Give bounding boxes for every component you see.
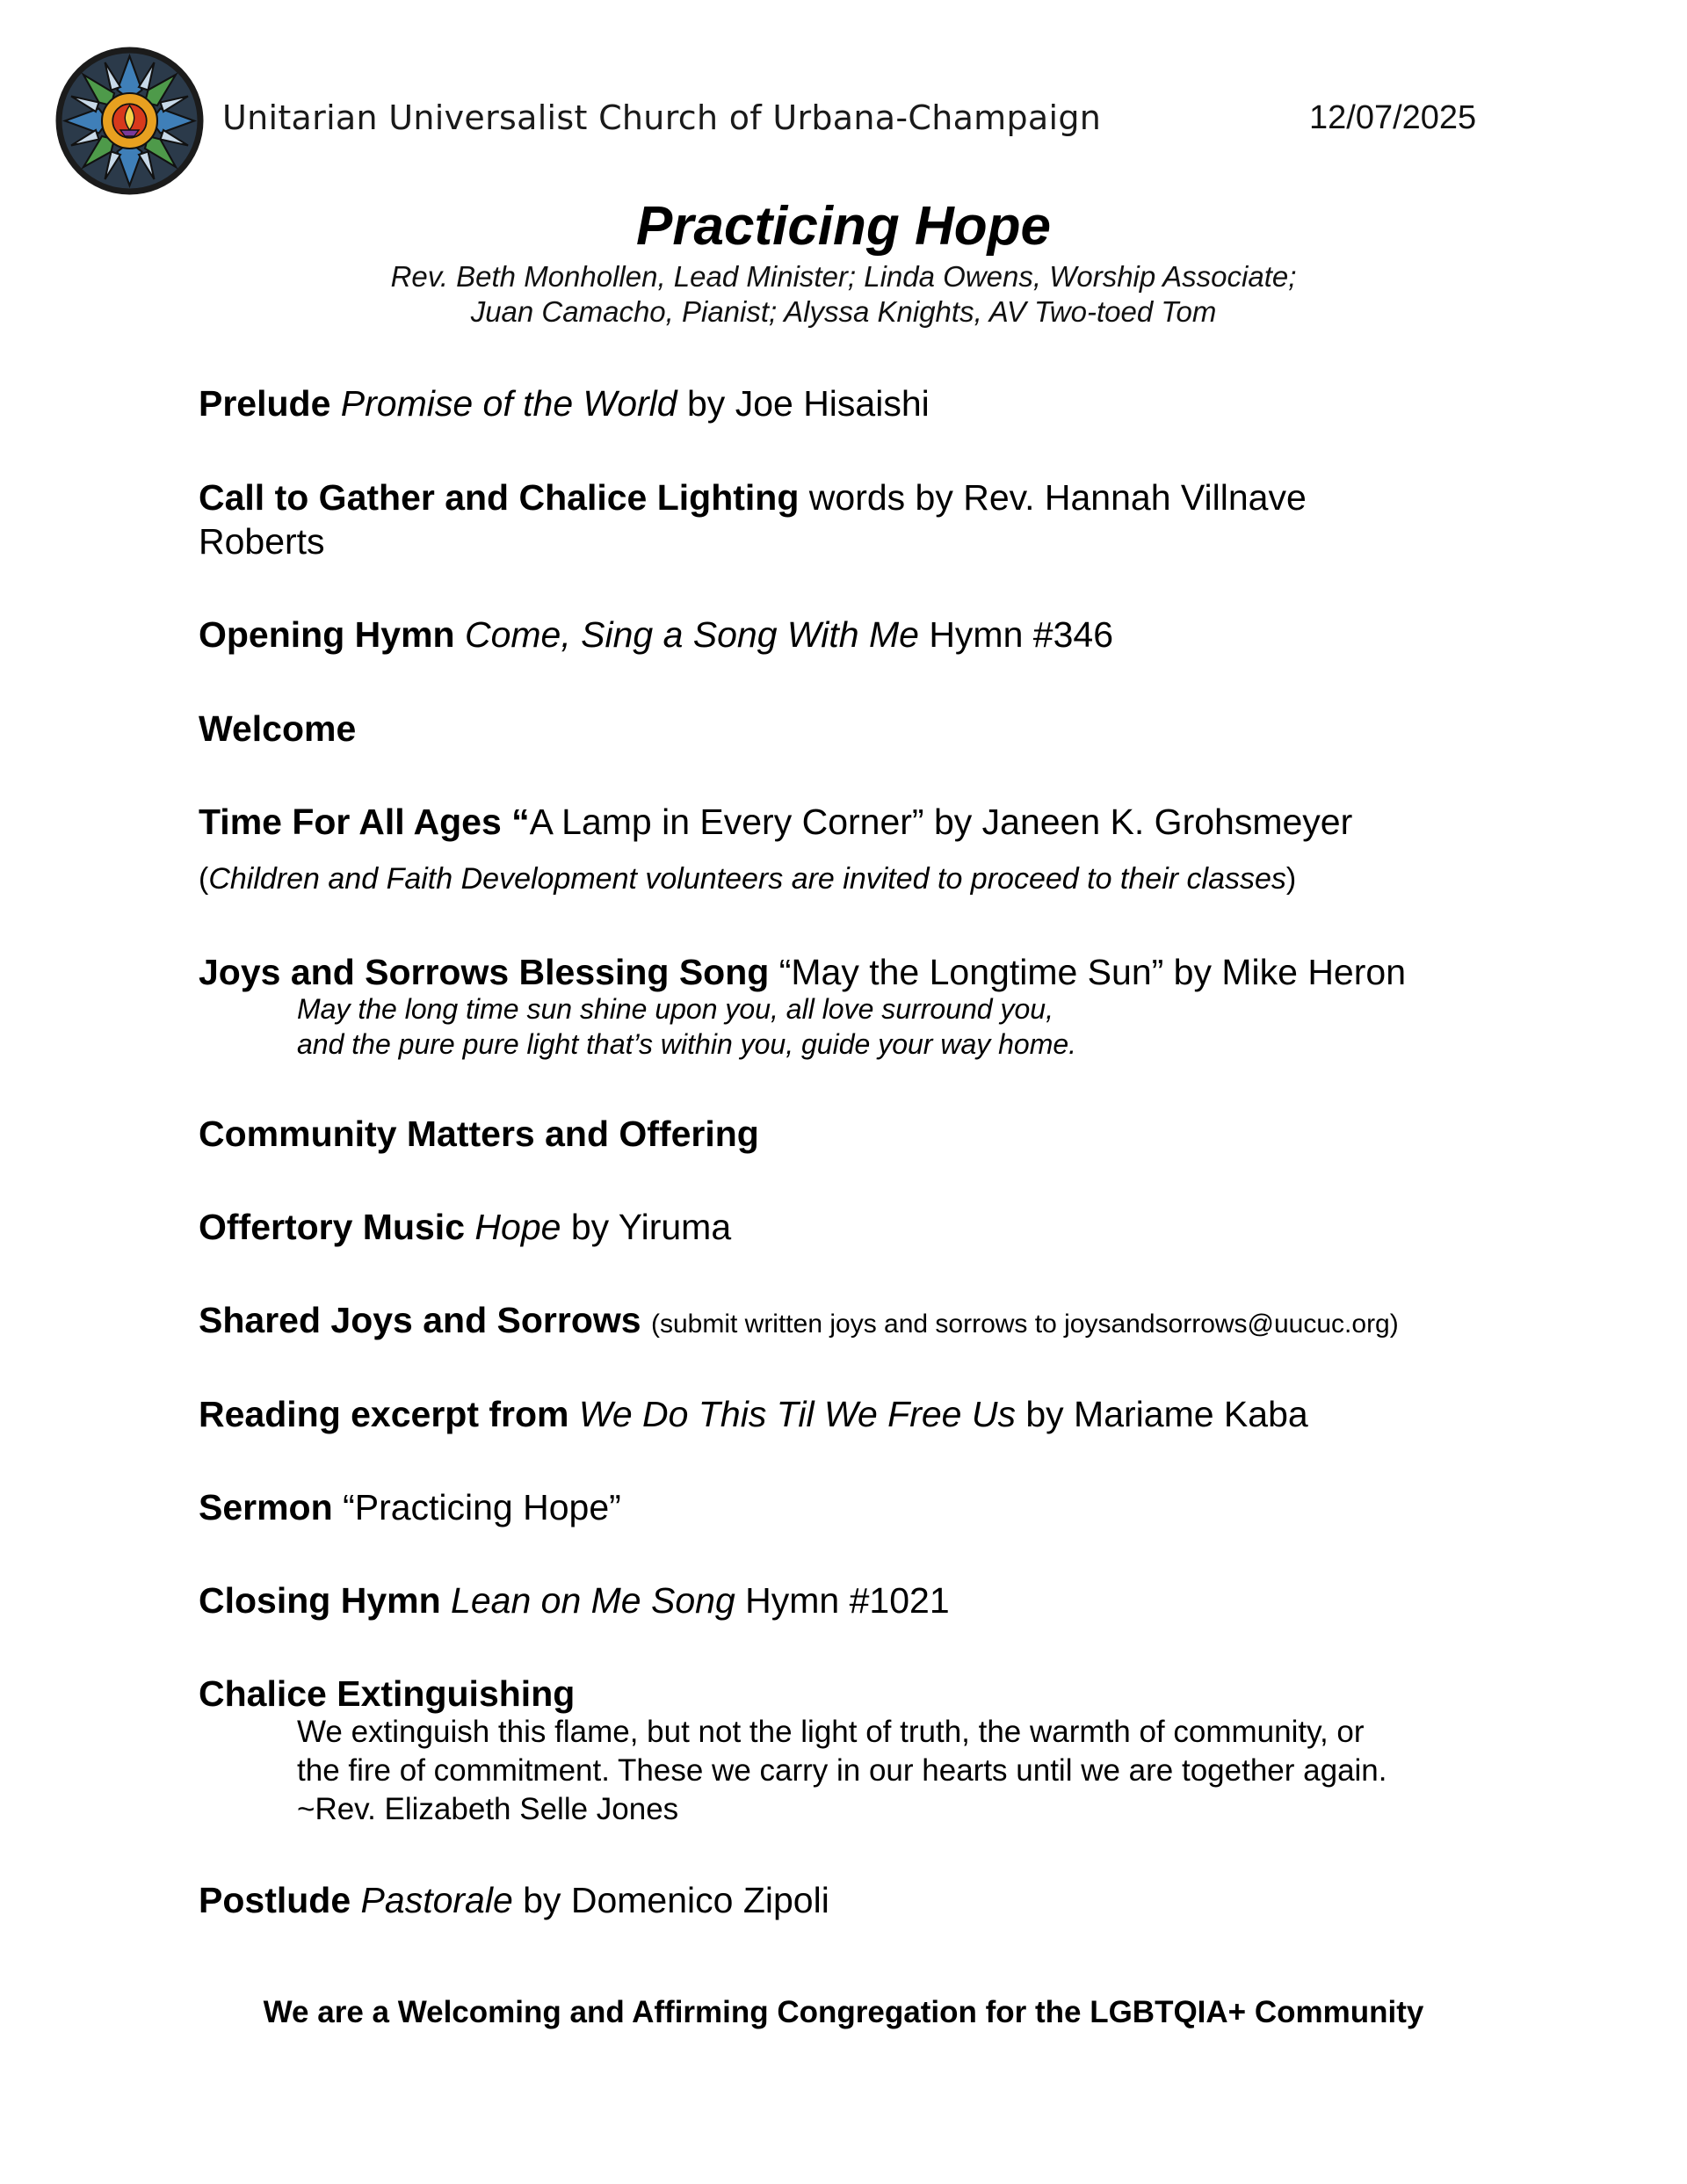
prelude-item — [199, 381, 1499, 425]
shared-joys-item — [199, 1298, 1499, 1346]
extinguishing-attribution: ~Rev. Elizabeth Selle Jones — [297, 1792, 679, 1826]
community-item — [199, 1112, 1499, 1156]
service-date: 12/07/2025 — [1309, 99, 1477, 136]
opening-hymn-title: Come, Sing a Song With Me — [464, 614, 919, 655]
call-to-gather-item — [199, 475, 1499, 563]
closing-hymn-label: Closing Hymn — [199, 1580, 441, 1621]
extinguishing-item — [199, 1672, 1499, 1716]
reading-label: Reading excerpt from — [199, 1394, 569, 1434]
postlude-item — [199, 1878, 1499, 1922]
call-label: Call to Gather and Chalice Lighting — [199, 477, 800, 518]
prelude-label: Prelude — [199, 383, 331, 424]
staff-line-1: Rev. Beth Monhollen, Lead Minister; Linda Owens, Worship Associate; — [390, 260, 1297, 293]
extinguishing-line-1: We extinguish this flame, but not the light of truth, the warmth of community, or — [297, 1715, 1365, 1749]
offertory-composer: by Yiruma — [570, 1207, 732, 1247]
reading-work: We Do This Til We Free Us — [578, 1394, 1016, 1434]
sermon-title: “Practicing Hope” — [343, 1487, 621, 1527]
shared-label: Shared Joys and Sorrows — [199, 1300, 641, 1340]
time-for-all-ages-item — [199, 800, 1499, 844]
opening-hymn-number: Hymn #346 — [929, 614, 1113, 655]
prelude-composer: by Joe Hisaishi — [687, 383, 930, 424]
joys-song-title: “May the Longtime Sun” by Mike Heron — [778, 952, 1406, 992]
staff-line-2: Juan Camacho, Pianist; Alyssa Knights, AV Two-toed Tom — [470, 295, 1217, 328]
opening-hymn-label: Opening Hymn — [199, 614, 455, 655]
opening-hymn-item — [199, 613, 1499, 657]
offertory-label: Offertory Music — [199, 1207, 465, 1247]
closing-hymn-item — [199, 1578, 1499, 1622]
church-name: Unitarian Universalist Church of Urbana-Champaign — [222, 98, 1102, 137]
offertory-work: Hope — [474, 1207, 561, 1247]
joys-sorrows-song-item — [199, 950, 1499, 994]
postlude-label: Postlude — [199, 1880, 351, 1920]
welcoming-statement: We are a Welcoming and Affirming Congregation for the LGBTQIA+ Community — [263, 1995, 1424, 2029]
joys-song-label: Joys and Sorrows Blessing Song — [199, 952, 770, 992]
reading-author: by Mariame Kaba — [1025, 1394, 1308, 1434]
extinguishing-label: Chalice Extinguishing — [199, 1673, 576, 1714]
sermon-label: Sermon — [199, 1487, 333, 1527]
postlude-composer: by Domenico Zipoli — [523, 1880, 829, 1920]
service-title: Practicing Hope — [636, 196, 1051, 257]
extinguishing-words — [297, 1713, 1387, 1829]
closing-hymn-number: Hymn #1021 — [745, 1580, 950, 1621]
closing-hymn-title: Lean on Me Song — [451, 1580, 735, 1621]
call-author: words by Rev. Hannah Villnave — [808, 477, 1307, 518]
church-logo-icon — [53, 44, 206, 198]
tfaa-story: A Lamp in Every Corner” by Janeen K. Grohsmeyer — [529, 802, 1353, 842]
call-author-cont: Roberts — [199, 521, 325, 562]
lyrics-line-2: and the pure pure light that’s within you, guide your way home. — [297, 1028, 1077, 1060]
tfaa-note: (Children and Faith Development volunteers are invited to proceed to their classes) — [199, 862, 1297, 896]
offertory-item — [199, 1205, 1499, 1249]
extinguishing-line-2: the fire of commitment. These we carry in our hearts until we are together again. — [297, 1753, 1387, 1788]
tfaa-label: Time For All Ages “ — [199, 802, 530, 842]
joys-song-lyrics — [297, 991, 1076, 1062]
shared-email-note: (submit written joys and sorrows to joysandsorrows@uucuc.org) — [650, 1310, 1399, 1339]
postlude-work: Pastorale — [360, 1880, 513, 1920]
lyrics-line-1: May the long time sun shine upon you, all love surround you, — [297, 993, 1053, 1025]
community-label: Community Matters and Offering — [199, 1114, 759, 1154]
sermon-item — [199, 1485, 1499, 1529]
welcome-item — [199, 707, 1499, 751]
reading-item — [199, 1392, 1499, 1436]
prelude-work: Promise of the World — [340, 383, 677, 424]
welcome-label: Welcome — [199, 708, 357, 749]
